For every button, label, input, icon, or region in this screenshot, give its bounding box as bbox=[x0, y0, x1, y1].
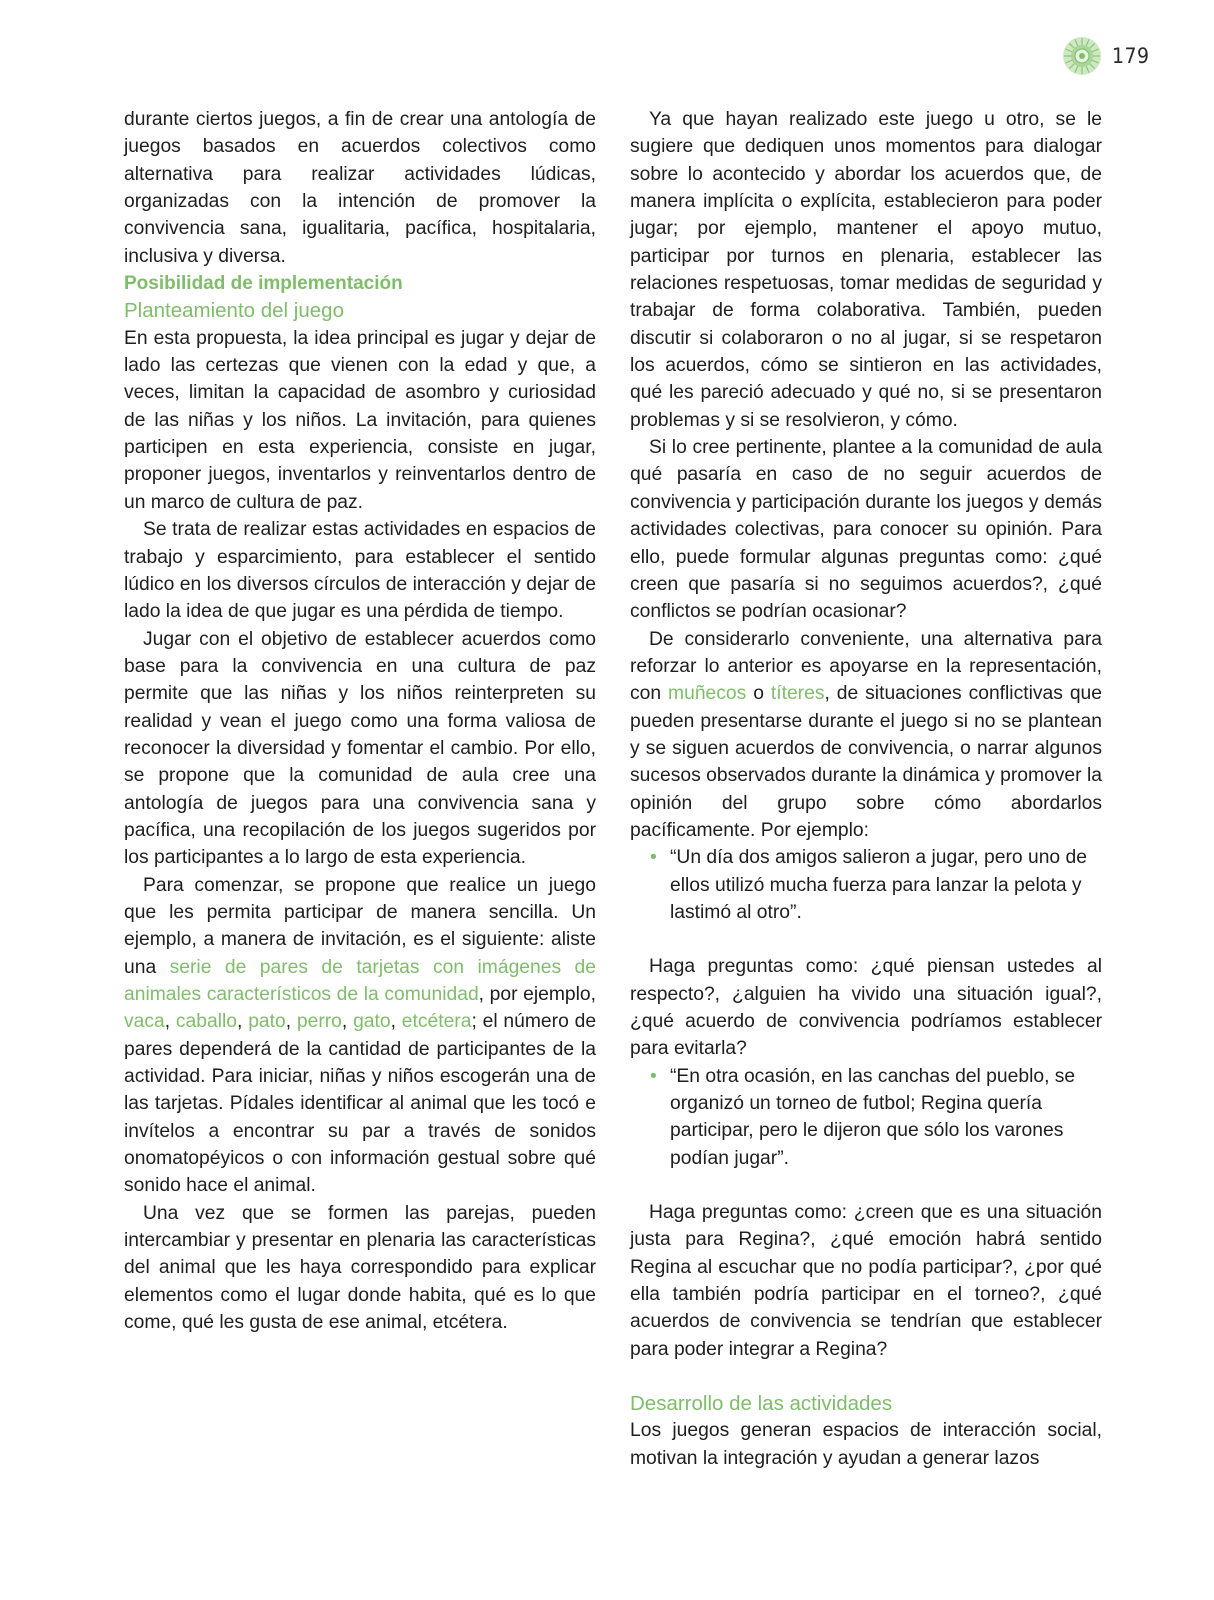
right-column bbox=[630, 106, 1102, 1472]
paragraph: Si lo cree pertinente, plantee a la comunidad de aula qué pasaría en caso de no seguir acuerdos de convivencia y participación durante los juegos y demás actividades colectivas, para conocer su opinión. Para ello, puede formular algunas preguntas como: ¿qué creen que pasaría si no seguimos acuerdos?, ¿qué conflictos se podrían ocasionar? bbox=[630, 437, 1102, 623]
text-run: , bbox=[237, 1011, 249, 1033]
page-number: 179 bbox=[1112, 44, 1150, 68]
text-run: De considerarlo conveniente, una alternativa para reforzar lo anterior es apoyarse en la representación, con bbox=[630, 628, 1102, 705]
highlighted-term: perro bbox=[296, 1011, 342, 1033]
sun-emblem-icon bbox=[1062, 36, 1102, 76]
text-run: , por ejemplo, bbox=[478, 984, 596, 1005]
text-run: o bbox=[746, 683, 771, 705]
paragraph: Ya que hayan realizado este juego u otro, se le sugiere que dediquen unos momentos para dialogar sobre lo acontecido y abordar los acuerdos que, de manera implícita o explícita, establecieron para poder jugar; por ejemplo, mantener el apoyo mutuo, participar por turnos en plenaria, establecer las relaciones respetuosas, tomar medidas de seguridad y trabajar de forma colaborativa. También, pueden discutir si colaboraron o no al jugar, si se respetaron los acuerdos, cómo se sintieron en las actividades, qué les pareció adecuado y qué no, si se presentaron problemas y si se resolvieron, y cómo. bbox=[630, 109, 1102, 431]
paragraph: Haga preguntas como: ¿qué piensan ustedes al respecto?, ¿alguien ha vivido una situación igual?, ¿qué acuerdo de convivencia podríamos establecer para evitarla? bbox=[630, 956, 1102, 1060]
example-list bbox=[630, 844, 1102, 926]
highlighted-term: serie de pares de tarjetas con imágenes de animales característicos de la comunidad bbox=[124, 956, 597, 1005]
text-run: , bbox=[164, 1011, 176, 1033]
highlighted-term: etcétera bbox=[401, 1011, 472, 1033]
subheading: Planteamiento del juego bbox=[124, 299, 344, 323]
subheading: Desarrollo de las actividades bbox=[630, 1392, 893, 1416]
text-run: Para comenzar, se propone que realice un juego que les permita participar de manera sencilla. Un ejemplo, a manera de invitación, es el siguiente: aliste una bbox=[124, 874, 596, 978]
text-run: , bbox=[390, 1011, 402, 1033]
spacer bbox=[630, 1363, 1102, 1390]
paragraph bbox=[124, 872, 596, 1200]
text-run: , bbox=[285, 1011, 297, 1033]
highlighted-term: vaca bbox=[124, 1011, 165, 1033]
paragraph: durante ciertos juegos, a fin de crear una antología de juegos basados en acuerdos colectivos como alternativa para realizar actividades lúdicas, organizadas con la intención de promover la convivencia sana, igualitaria, pacífica, hospitalaria, inclusiva y diversa. bbox=[124, 109, 596, 267]
page-header bbox=[1062, 36, 1150, 76]
highlighted-term: pato bbox=[248, 1011, 286, 1033]
paragraph: Una vez que se formen las parejas, pueden intercambiar y presentar en plenaria las características del animal que les haya correspondido para explicar elementos como el lugar donde habita, qué es lo que come, qué les gusta de ese animal, etcétera. bbox=[124, 1202, 596, 1334]
highlighted-term: caballo bbox=[175, 1011, 238, 1033]
example-list bbox=[630, 1063, 1102, 1172]
section-heading: Posibilidad de implementación bbox=[124, 273, 403, 295]
text-run: ; el número de pares dependerá de la cantidad de participantes de la actividad. Para iniciar, niñas y niños escogerán una de las tarjetas. Pídales identificar al animal que les tocó e invítelos a encontrar su par a través de sonidos onomatopéyicos o con información gestual sobre qué sonido hace el animal. bbox=[124, 1011, 597, 1197]
list-item: • “Un día dos amigos salieron a jugar, pero uno de ellos utilizó mucha fuerza para lanzar la pelota y lastimó al otro”. bbox=[630, 844, 1102, 926]
paragraph bbox=[630, 626, 1102, 845]
paragraph: Haga preguntas como: ¿creen que es una situación justa para Regina?, ¿qué emoción habrá sentido Regina al escuchar que no podía participar?, ¿por qué ella también podría participar en el torneo?, ¿qué acuerdos de convivencia se tendrían que establecer para poder integrar a Regina? bbox=[630, 1202, 1102, 1360]
paragraph: Se trata de realizar estas actividades en espacios de trabajo y esparcimiento, para establecer el sentido lúdico en los diversos círculos de interacción y dejar de lado la idea de que jugar es una pérdida de tiempo. bbox=[124, 519, 596, 623]
highlighted-term: títeres bbox=[770, 683, 825, 705]
list-item: • “En otra ocasión, en las canchas del pueblo, se organizó un torneo de futbol; Regina quería participar, pero le dijeron que sólo los varones podían jugar”. bbox=[630, 1063, 1102, 1172]
paragraph: Los juegos generan espacios de interacción social, motivan la integración y ayudan a generar lazos bbox=[630, 1420, 1102, 1469]
paragraph: En esta propuesta, la idea principal es jugar y dejar de lado las certezas que vienen con la edad y que, a veces, limitan la capacidad de asombro y curiosidad de las niñas y los niños. La invitación, para quienes participen en esta experiencia, consiste en jugar, proponer juegos, inventarlos y reinventarlos dentro de un marco de cultura de paz. bbox=[124, 327, 596, 513]
text-run: , de situaciones conflictivas que pueden presentarse durante el juego si no se plantean y se siguen acuerdos de convivencia, o narrar algunos sucesos observados durante la dinámica y promover la opinión del grupo sobre cómo abordarlos pacíficamente. Por ejemplo: bbox=[630, 683, 1102, 841]
text-run: , bbox=[341, 1011, 354, 1033]
left-column bbox=[124, 106, 596, 1336]
highlighted-term: muñecos bbox=[668, 683, 747, 705]
highlighted-term: gato bbox=[353, 1011, 391, 1033]
paragraph: Jugar con el objetivo de establecer acuerdos como base para la convivencia en una cultura de paz permite que las niñas y los niños reinterpreten su realidad y vean el juego como una forma valiosa de reconocer la diversidad y fomentar el cambio. Por ello, se propone que la comunidad de aula cree una antología de juegos para una convivencia sana y pacífica, una recopilación de los juegos sugeridos por los participantes a lo largo de esta experiencia. bbox=[124, 628, 596, 869]
